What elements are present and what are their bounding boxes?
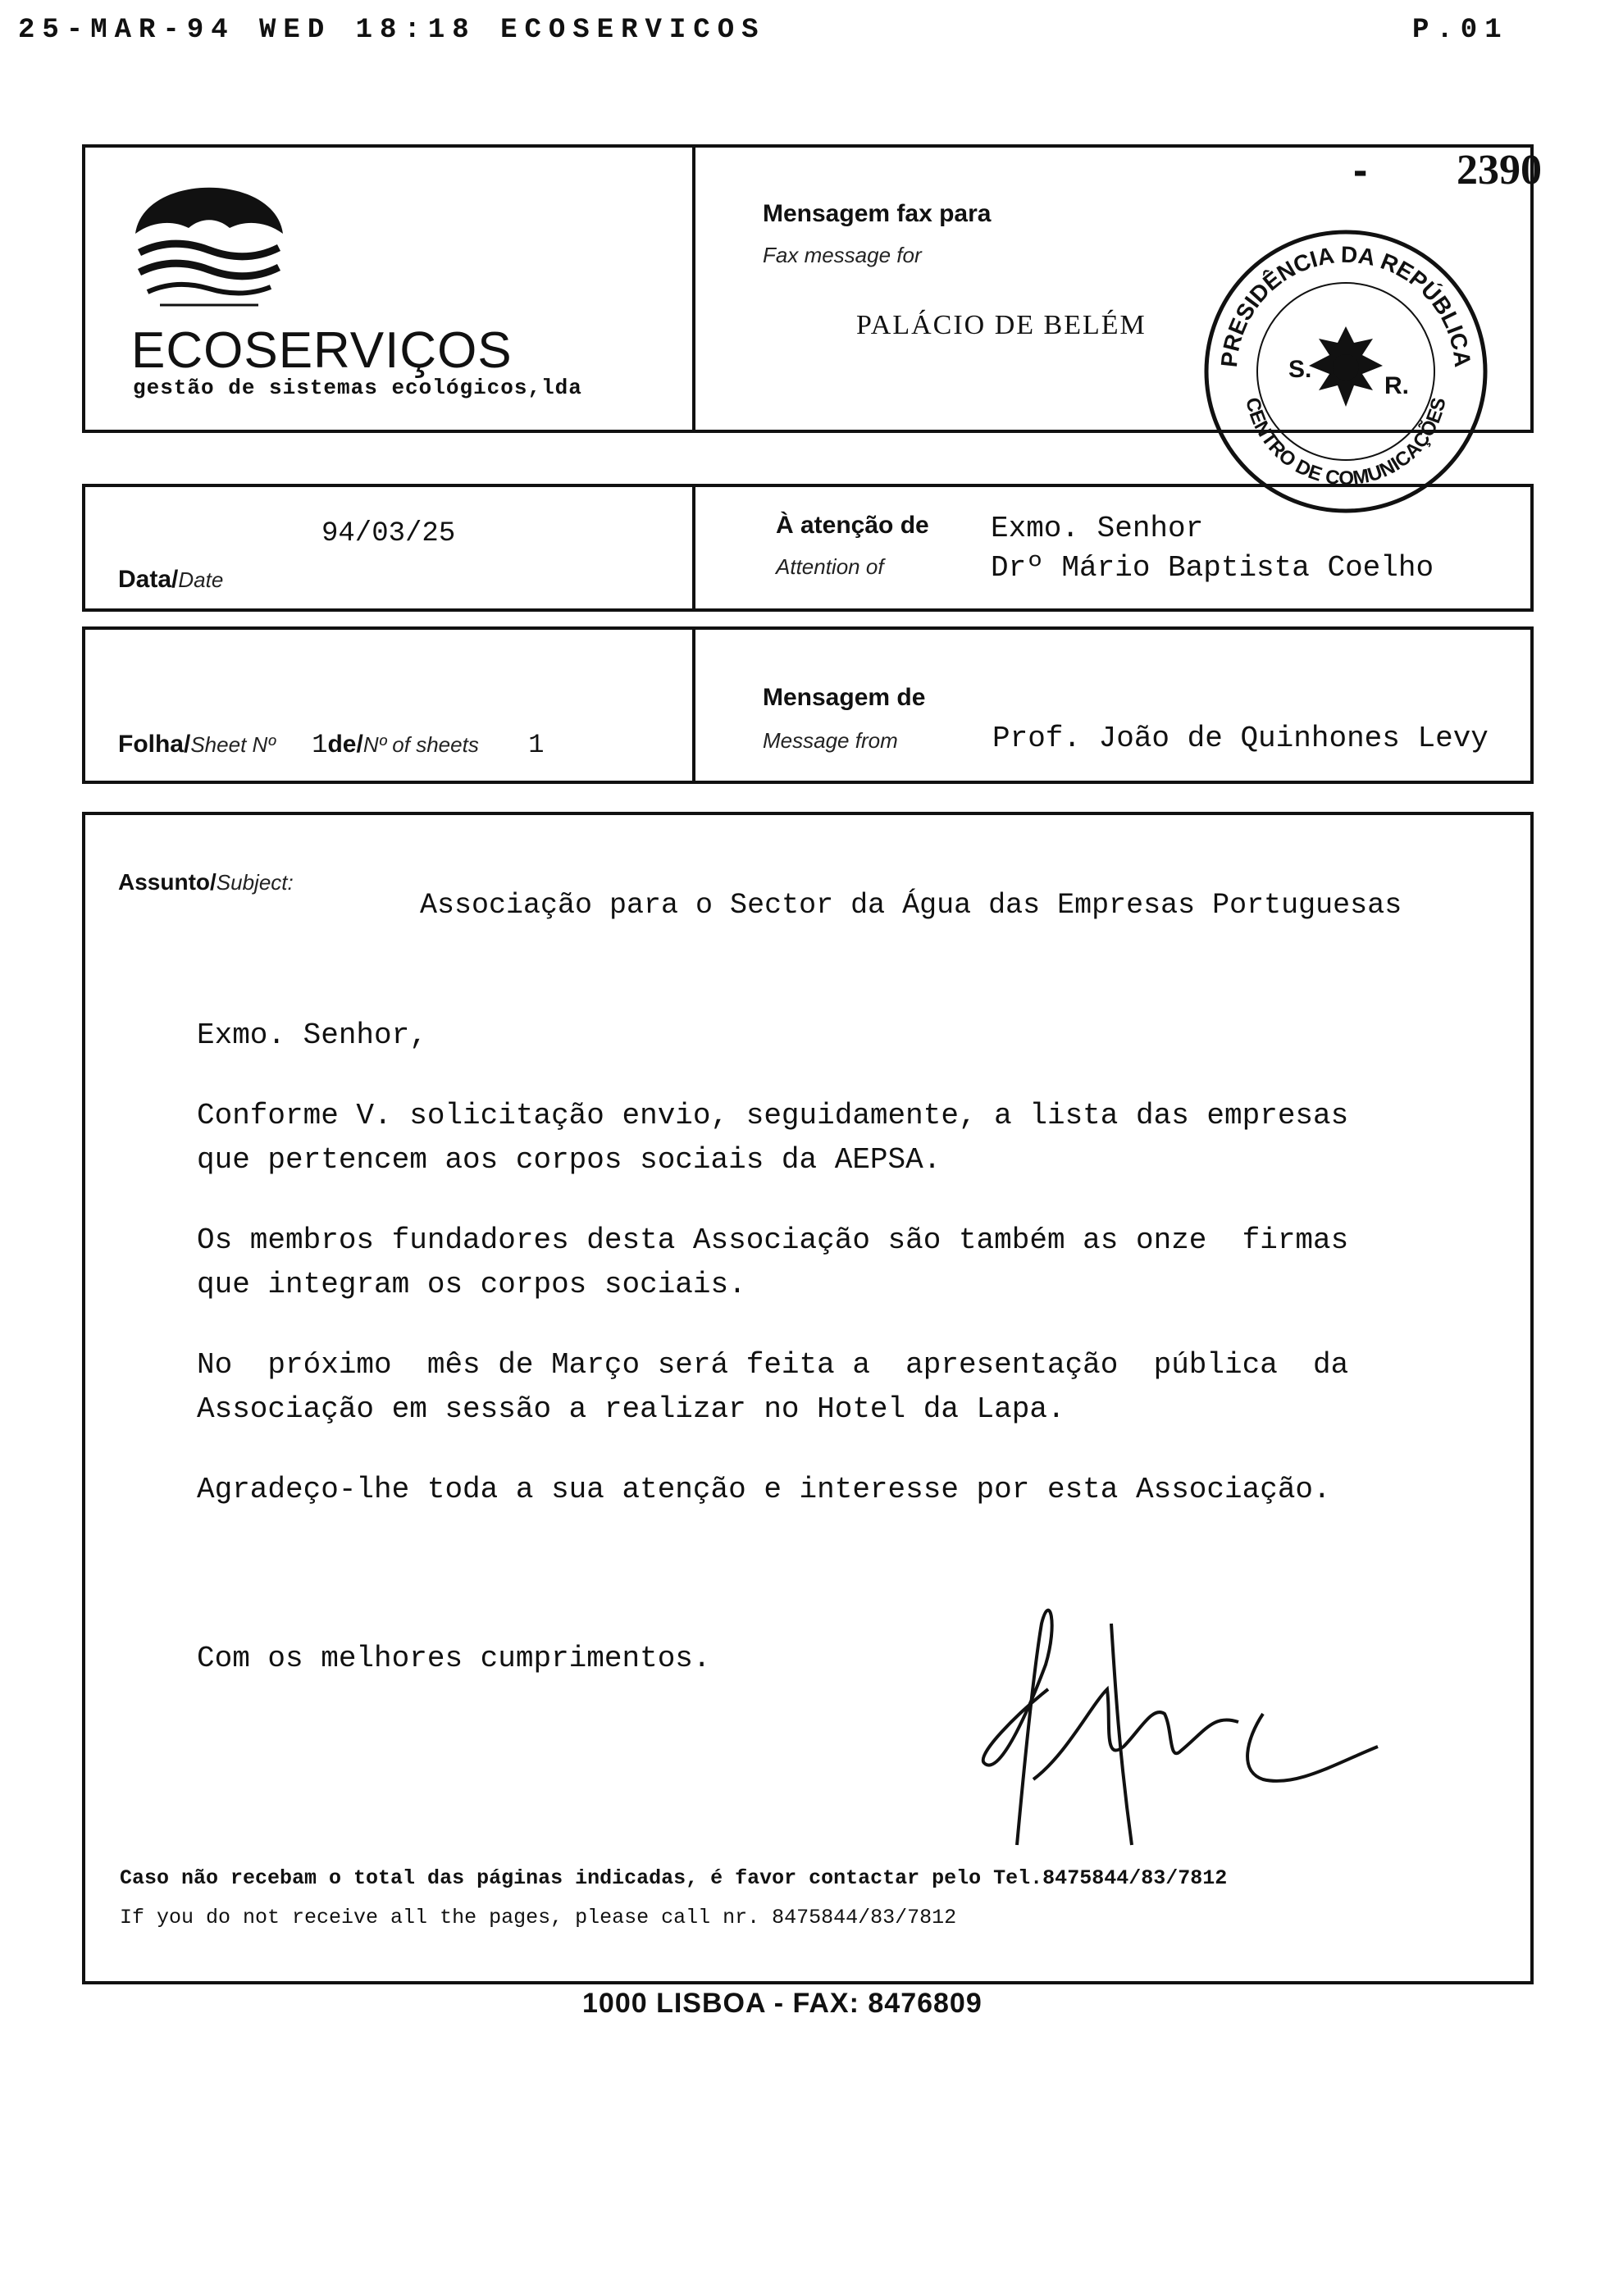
subject-label: Assunto/Subject:	[118, 869, 294, 895]
footer-note-pt: Caso não recebam o total das páginas indicadas, é favor contactar pelo Tel.8475844/83/7812	[120, 1866, 1228, 1890]
attention-label: À atenção de	[776, 512, 929, 539]
letter-paragraph-2: Os membros fundadores desta Associação são também as onze firmas que integram os corpos sociais.	[197, 1223, 1349, 1301]
fax-number-area	[1345, 146, 1542, 203]
attention-line-2: Drº Mário Baptista Coelho	[991, 551, 1434, 585]
company-address: 1000 LISBOA - FAX: 8476809	[582, 1988, 983, 2019]
sender-label: Mensagem de	[763, 684, 926, 711]
header-divider	[692, 144, 695, 433]
transmission-line: 25-MAR-94 WED 18:18 ECOSERVICOS	[18, 15, 766, 46]
page-marker: P.01	[1412, 15, 1509, 46]
fax-transmission-header	[18, 15, 1509, 46]
armillary-sphere-emblem	[1309, 326, 1383, 407]
stamp-top-text: PRESIDÊNCIA DA REPÚBLICA	[1215, 241, 1476, 369]
company-tagline: gestão de sistemas ecológicos,lda	[133, 376, 582, 400]
stamp-right-letter: R.	[1384, 372, 1409, 399]
letter-paragraph-1: Conforme V. solicitação envio, seguidamente, a lista das empresas que pertencem aos corpos sociais da AEPSA.	[197, 1099, 1349, 1177]
presidency-stamp	[1194, 220, 1498, 523]
sheet-number: 1	[312, 730, 328, 760]
letter-salutation: Exmo. Senhor,	[197, 1018, 427, 1052]
date-label: Data/Date	[118, 566, 224, 593]
footer-note-en: If you do not receive all the pages, please call nr. 8475844/83/7812	[120, 1906, 957, 1929]
recipient-label: Mensagem fax para	[763, 200, 992, 227]
sheet-info: Folha/Sheet Nº 1de/Nº of sheets 1	[118, 730, 545, 760]
fax-number: 2390	[1457, 147, 1542, 194]
date-attention-divider	[692, 484, 695, 612]
stamp-bottom-text: CENTRO DE COMUNICAÇÕES	[1241, 395, 1451, 490]
company-name: ECOSERVIÇOS	[131, 322, 513, 379]
recipient-value: PALÁCIO DE BELÉM	[856, 310, 1147, 340]
sender-value: Prof. João de Quinhones Levy	[992, 722, 1489, 755]
date-value: 94/03/25	[321, 518, 456, 549]
sheet-sender-divider	[692, 626, 695, 784]
date-attention-box	[82, 484, 1534, 612]
subject-value: Associação para o Sector da Água das Empresas Portuguesas	[420, 889, 1402, 922]
letter-closing: Com os melhores cumprimentos.	[197, 1642, 711, 1675]
attention-label-en: Attention of	[776, 554, 884, 579]
letter-paragraph-4: Agradeço-lhe toda a sua atenção e interesse por esta Associação.	[197, 1473, 1331, 1506]
attention-line-1: Exmo. Senhor	[991, 512, 1204, 545]
stamp-left-letter: S.	[1288, 356, 1312, 383]
recipient-label-en: Fax message for	[763, 243, 922, 267]
fax-number-dash: -	[1353, 147, 1368, 194]
sheet-total: 1	[528, 730, 545, 760]
svg-text:CENTRO DE COMUNICAÇÕES	[1241, 395, 1450, 490]
letter-paragraph-3: No próximo mês de Março será feita a apresentação pública da Associação em sessão a realizar no Hotel da Lapa.	[197, 1348, 1349, 1426]
sender-label-en: Message from	[763, 728, 898, 753]
ecoservicos-logo	[123, 156, 295, 312]
